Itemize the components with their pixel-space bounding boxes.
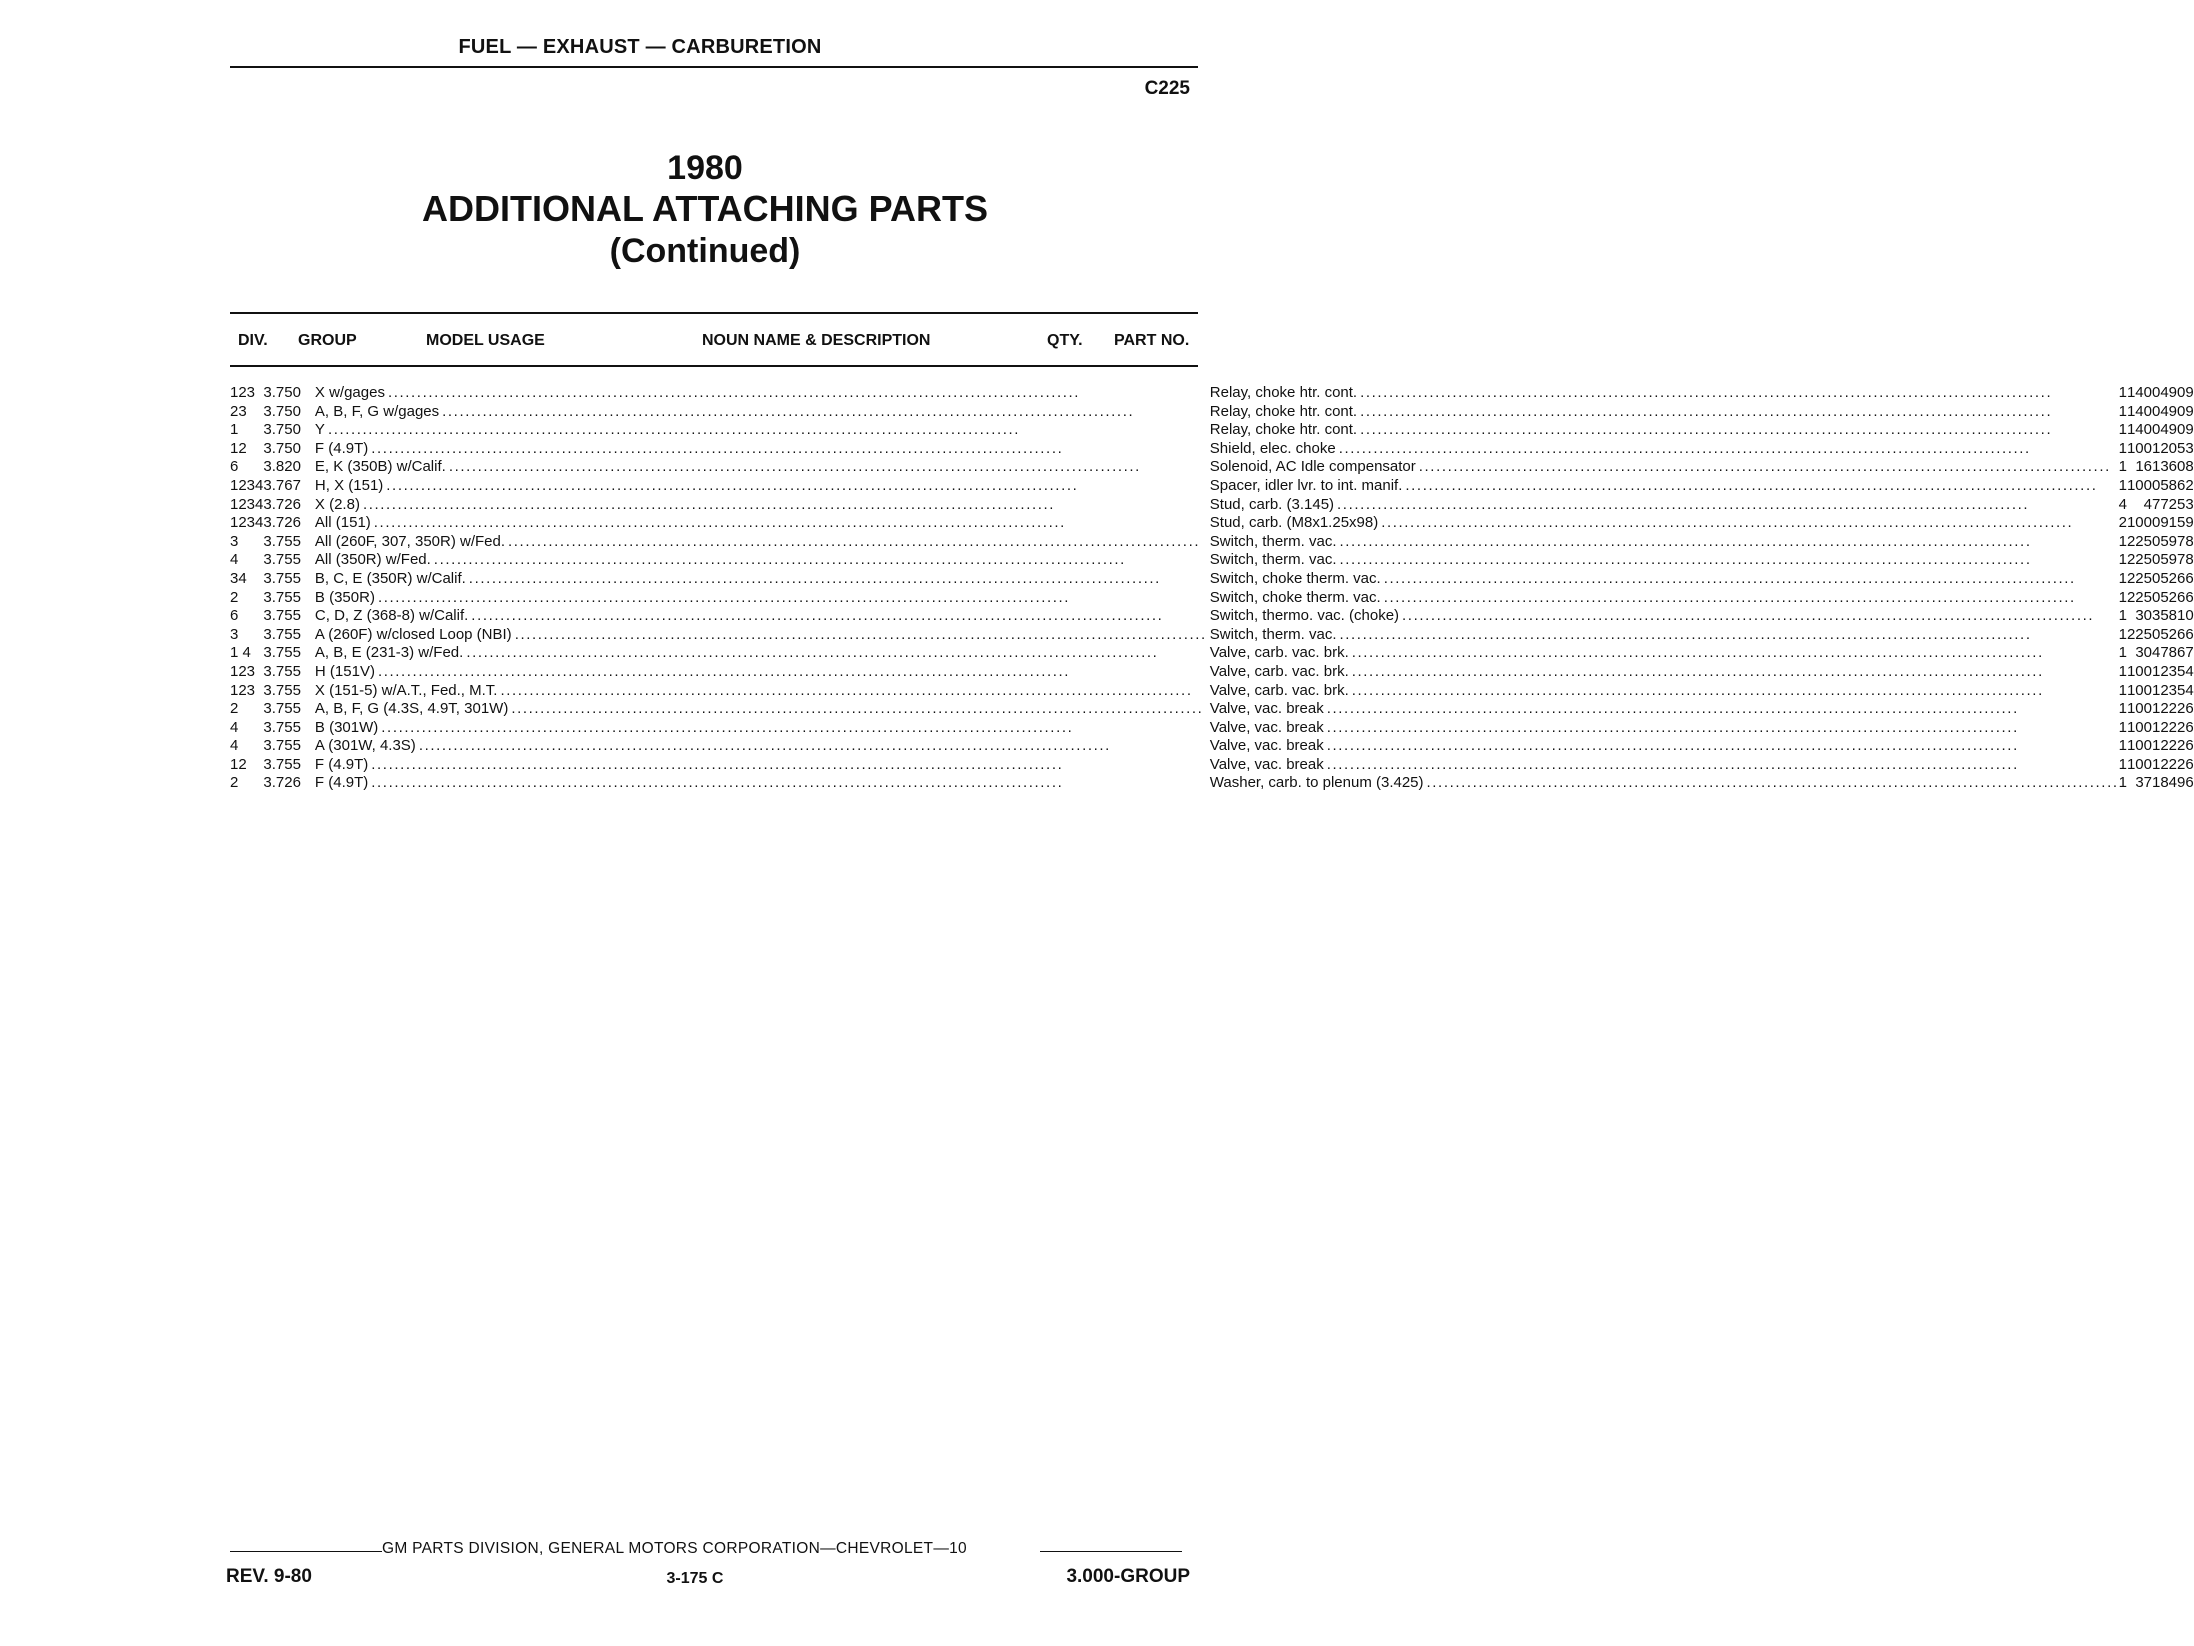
dot-leader (368, 774, 1207, 793)
noun-name-text: Switch, thermo. vac. (choke) (1209, 607, 1400, 625)
table-top-rule (230, 312, 1198, 314)
cell-model-usage (301, 774, 1207, 793)
dot-leader (368, 756, 1207, 775)
model-usage-text: X (2.8) (314, 495, 360, 513)
dot-leader (1324, 737, 2119, 756)
cell-qty: 1 (2118, 569, 2127, 587)
cell-model-usage (301, 570, 1207, 589)
model-usage-text: B, C, E (350R) w/Calif. (314, 569, 466, 587)
dot-leader (1337, 551, 2119, 570)
dot-leader (1357, 421, 2119, 440)
noun-name-text: Valve, vac. break (1209, 737, 1324, 755)
dot-leader (360, 496, 1207, 515)
cell-div: 123 (230, 662, 256, 680)
cell-model-usage (301, 626, 1207, 645)
table-row (230, 589, 2194, 608)
cell-part-no: 10005862 (2126, 476, 2194, 494)
cell-model-usage (301, 589, 1207, 608)
cell-part-no: 10012226 (2126, 718, 2194, 736)
noun-name-text: Valve, carb. vac. brk. (1209, 644, 1349, 662)
dot-leader (508, 700, 1206, 719)
cell-div: 2 (230, 700, 239, 718)
cell-group: 3.755 (263, 700, 301, 718)
noun-name-text: Switch, choke therm. vac. (1209, 588, 1381, 606)
cell-group: 3.755 (263, 737, 301, 755)
cell-qty: 1 (2118, 476, 2127, 494)
table-row (230, 458, 2194, 477)
table-row (230, 403, 2194, 422)
title-continued: (Continued) (609, 232, 801, 270)
cell-qty: 2 (2118, 514, 2127, 532)
table-row (230, 440, 2194, 459)
table-row (230, 607, 2194, 626)
cell-div: 3 (230, 532, 239, 550)
cell-noun-name (1207, 440, 2119, 459)
cell-noun-name (1207, 700, 2119, 719)
cell-qty: 1 (2118, 662, 2127, 680)
dot-leader (431, 551, 1207, 570)
cell-div: 4 (230, 737, 239, 755)
model-usage-text: H (151V) (314, 662, 375, 680)
cell-model-usage (301, 384, 1207, 403)
cell-group: 3.755 (263, 532, 301, 550)
noun-name-text: Switch, therm. vac. (1209, 551, 1337, 569)
cell-group: 3.726 (263, 514, 301, 532)
title-main: ADDITIONAL ATTACHING PARTS (422, 188, 988, 229)
cell-div: 2 (230, 774, 239, 792)
cell-model-usage (301, 421, 1207, 440)
dot-leader (1349, 682, 2119, 701)
cell-group: 3.726 (263, 495, 301, 513)
cell-group: 3.755 (263, 718, 301, 736)
cell-qty: 1 (2118, 644, 2127, 662)
cell-part-no: 22505266 (2126, 588, 2194, 606)
cell-model-usage (301, 644, 1207, 663)
dot-leader (1416, 458, 2119, 477)
table-row (230, 682, 2194, 701)
model-usage-text: All (350R) w/Fed. (314, 551, 431, 569)
cell-noun-name (1207, 774, 2119, 793)
col-noun-name-header: NOUN NAME & DESCRIPTION (702, 332, 931, 349)
noun-name-text: Washer, carb. to plenum (3.425) (1209, 774, 1424, 792)
cell-model-usage (301, 514, 1207, 533)
dot-leader (375, 663, 1207, 682)
cell-noun-name (1207, 458, 2119, 477)
header-rule (230, 66, 1198, 68)
cell-model-usage (301, 533, 1207, 552)
cell-noun-name (1207, 533, 2119, 552)
cell-model-usage (301, 682, 1207, 701)
table-row (230, 756, 2194, 775)
cell-div: 4 (230, 551, 239, 569)
cell-group: 3.755 (263, 607, 301, 625)
cell-model-usage (301, 737, 1207, 756)
cell-part-no: 10012354 (2126, 662, 2194, 680)
cell-div: 34 (230, 569, 247, 587)
cell-noun-name (1207, 756, 2119, 775)
footer-rule-right (1040, 1551, 1182, 1552)
noun-name-text: Valve, vac. break (1209, 700, 1324, 718)
cell-qty: 1 (2118, 551, 2127, 569)
cell-group: 3.726 (263, 774, 301, 792)
model-usage-text: H, X (151) (314, 476, 384, 494)
group-label: 3.000-GROUP (1066, 1566, 1190, 1587)
dot-leader (375, 589, 1207, 608)
revision-label: REV. 9-80 (226, 1566, 312, 1587)
cell-qty: 1 (2118, 681, 2127, 699)
cell-div: 6 (230, 458, 239, 476)
cell-part-no: 10012226 (2126, 700, 2194, 718)
cell-noun-name (1207, 607, 2119, 626)
cell-qty: 1 (2118, 607, 2127, 625)
noun-name-text: Switch, therm. vac. (1209, 625, 1337, 643)
cell-div: 12 (230, 439, 247, 457)
model-usage-text: X w/gages (314, 384, 385, 401)
cell-part-no: 10012226 (2126, 755, 2194, 773)
noun-name-text: Valve, carb. vac. brk. (1209, 681, 1349, 699)
model-usage-text: A, B, F, G w/gages (314, 402, 440, 420)
cell-model-usage (301, 403, 1207, 422)
page-title (0, 148, 1410, 272)
dot-leader (1334, 496, 2119, 515)
cell-part-no: 1613608 (2135, 458, 2194, 476)
table-row (230, 570, 2194, 589)
table-row (230, 644, 2194, 663)
model-usage-text: B (301W) (314, 718, 379, 736)
cell-div: 1 (230, 421, 239, 439)
noun-name-text: Relay, choke htr. cont. (1209, 402, 1358, 420)
model-usage-text: C, D, Z (368-8) w/Calif. (314, 607, 469, 625)
cell-model-usage (301, 700, 1207, 719)
dot-leader (1324, 756, 2119, 775)
model-usage-text: E, K (350B) w/Calif. (314, 458, 446, 476)
dot-leader (446, 458, 1207, 477)
dot-leader (1381, 589, 2119, 608)
footer-publisher: GM PARTS DIVISION, GENERAL MOTORS CORPORATION—CHEVROLET—10 (382, 1540, 967, 1557)
cell-qty: 1 (2118, 737, 2127, 755)
noun-name-text: Spacer, idler lvr. to int. manif. (1209, 476, 1403, 494)
cell-part-no: 477253 (2143, 495, 2194, 513)
cell-noun-name (1207, 682, 2119, 701)
cell-part-no: 14004909 (2126, 402, 2194, 420)
col-group-header: GROUP (298, 332, 357, 349)
cell-part-no: 10009159 (2126, 514, 2194, 532)
cell-qty: 1 (2118, 421, 2127, 439)
col-qty-header: QTY. (1047, 332, 1083, 349)
table-row (230, 551, 2194, 570)
page-number: 3-175 C (666, 1570, 724, 1587)
cell-part-no: 10012053 (2126, 439, 2194, 457)
cell-div: 1234 (230, 495, 264, 513)
cell-part-no: 22505978 (2126, 532, 2194, 550)
cell-qty: 1 (2118, 402, 2127, 420)
table-row (230, 663, 2194, 682)
model-usage-text: A (301W, 4.3S) (314, 737, 416, 755)
cell-group: 3.820 (263, 458, 301, 476)
cell-qty: 1 (2118, 532, 2127, 550)
cell-group: 3.755 (263, 755, 301, 773)
noun-name-text: Stud, carb. (3.145) (1209, 495, 1335, 513)
dot-leader (383, 477, 1207, 496)
noun-name-text: Valve, vac. break (1209, 718, 1324, 736)
cell-div: 23 (230, 402, 247, 420)
cell-model-usage (301, 719, 1207, 738)
table-row (230, 737, 2194, 756)
model-usage-text: F (4.9T) (314, 755, 369, 773)
cell-qty: 1 (2118, 458, 2127, 476)
noun-name-text: Solenoid, AC Idle compensator (1209, 458, 1416, 476)
cell-noun-name (1207, 663, 2119, 682)
model-usage-text: X (151-5) w/A.T., Fed., M.T. (314, 681, 498, 699)
cell-noun-name (1207, 403, 2119, 422)
cell-noun-name (1207, 514, 2119, 533)
cell-model-usage (301, 440, 1207, 459)
cell-qty: 4 (2118, 495, 2127, 513)
parts-table (230, 384, 2194, 793)
dot-leader (378, 719, 1207, 738)
dot-leader (368, 440, 1207, 459)
page-code: C225 (1144, 78, 1190, 99)
table-header-rule (230, 365, 1198, 367)
cell-group: 3.755 (263, 662, 301, 680)
cell-noun-name (1207, 496, 2119, 515)
cell-noun-name (1207, 421, 2119, 440)
dot-leader (468, 607, 1207, 626)
cell-part-no: 3035810 (2135, 607, 2194, 625)
cell-part-no: 3718496 (2135, 774, 2194, 792)
cell-div: 123 (230, 681, 256, 699)
cell-model-usage (301, 551, 1207, 570)
cell-div: 123 (230, 384, 256, 401)
table-row (230, 477, 2194, 496)
cell-noun-name (1207, 589, 2119, 608)
cell-model-usage (301, 607, 1207, 626)
cell-group: 3.750 (263, 439, 301, 457)
col-model-usage-header: MODEL USAGE (426, 332, 545, 349)
dot-leader (385, 384, 1207, 403)
dot-leader (1337, 533, 2119, 552)
model-usage-text: A, B, E (231-3) w/Fed. (314, 644, 464, 662)
cell-qty: 1 (2118, 755, 2127, 773)
dot-leader (505, 533, 1207, 552)
cell-noun-name (1207, 384, 2119, 403)
model-usage-text: Y (314, 421, 325, 439)
dot-leader (1349, 644, 2119, 663)
table-row (230, 700, 2194, 719)
cell-qty: 1 (2118, 700, 2127, 718)
cell-div: 1234 (230, 476, 264, 494)
cell-group: 3.755 (263, 551, 301, 569)
cell-part-no: 10012354 (2126, 681, 2194, 699)
noun-name-text: Switch, therm. vac. (1209, 532, 1337, 550)
cell-part-no: 22505266 (2126, 625, 2194, 643)
cell-group: 3.767 (263, 476, 301, 494)
cell-group: 3.755 (263, 644, 301, 662)
noun-name-text: Relay, choke htr. cont. (1209, 384, 1358, 401)
dot-leader (512, 626, 1207, 645)
cell-qty: 1 (2118, 439, 2127, 457)
cell-noun-name (1207, 737, 2119, 756)
cell-part-no: 14004909 (2126, 384, 2194, 401)
dot-leader (1336, 440, 2119, 459)
cell-part-no: 22505978 (2126, 551, 2194, 569)
dot-leader (1378, 514, 2118, 533)
model-usage-text: All (151) (314, 514, 371, 532)
cell-qty: 1 (2118, 625, 2127, 643)
dot-leader (1402, 477, 2118, 496)
cell-noun-name (1207, 570, 2119, 589)
cell-group: 3.750 (263, 384, 301, 401)
model-usage-text: B (350R) (314, 588, 375, 606)
cell-part-no: 3047867 (2135, 644, 2194, 662)
model-usage-text: A, B, F, G (4.3S, 4.9T, 301W) (314, 700, 509, 718)
dot-leader (1337, 626, 2119, 645)
col-div-header: DIV. (238, 332, 268, 349)
cell-qty: 1 (2118, 718, 2127, 736)
dot-leader (1349, 663, 2119, 682)
dot-leader (371, 514, 1207, 533)
cell-div: 6 (230, 607, 239, 625)
footer-rule-left (230, 1551, 382, 1552)
cell-noun-name (1207, 551, 2119, 570)
cell-div: 3 (230, 625, 239, 643)
noun-name-text: Shield, elec. choke (1209, 439, 1336, 457)
cell-div: 12 (230, 755, 247, 773)
dot-leader (1324, 719, 2119, 738)
noun-name-text: Switch, choke therm. vac. (1209, 569, 1381, 587)
table-row (230, 496, 2194, 515)
cell-part-no: 10012226 (2126, 737, 2194, 755)
dot-leader (1424, 774, 2119, 793)
cell-noun-name (1207, 644, 2119, 663)
cell-model-usage (301, 458, 1207, 477)
model-usage-text: F (4.9T) (314, 774, 369, 792)
cell-model-usage (301, 663, 1207, 682)
cell-noun-name (1207, 626, 2119, 645)
noun-name-text: Relay, choke htr. cont. (1209, 421, 1358, 439)
dot-leader (497, 682, 1206, 701)
table-row (230, 384, 2194, 403)
cell-noun-name (1207, 477, 2119, 496)
table-row (230, 719, 2194, 738)
dot-leader (325, 421, 1207, 440)
cell-group: 3.755 (263, 681, 301, 699)
col-part-no-header: PART NO. (1114, 332, 1190, 349)
cell-div: 4 (230, 718, 239, 736)
cell-qty: 1 (2118, 774, 2127, 792)
noun-name-text: Valve, vac. break (1209, 755, 1324, 773)
cell-div: 1 4 (230, 644, 251, 662)
cell-model-usage (301, 496, 1207, 515)
cell-group: 3.755 (263, 588, 301, 606)
cell-group: 3.750 (263, 402, 301, 420)
cell-part-no: 14004909 (2126, 421, 2194, 439)
dot-leader (1381, 570, 2119, 589)
dot-leader (463, 644, 1206, 663)
model-usage-text: All (260F, 307, 350R) w/Fed. (314, 532, 506, 550)
cell-model-usage (301, 756, 1207, 775)
cell-part-no: 22505266 (2126, 569, 2194, 587)
cell-qty: 1 (2118, 588, 2127, 606)
title-year: 1980 (667, 149, 743, 187)
dot-leader (416, 737, 1207, 756)
cell-div: 2 (230, 588, 239, 606)
cell-model-usage (301, 477, 1207, 496)
cell-group: 3.755 (263, 569, 301, 587)
table-row (230, 626, 2194, 645)
dot-leader (1357, 403, 2119, 422)
model-usage-text: F (4.9T) (314, 439, 369, 457)
noun-name-text: Stud, carb. (M8x1.25x98) (1209, 514, 1379, 532)
table-row (230, 533, 2194, 552)
cell-group: 3.755 (263, 625, 301, 643)
dot-leader (1324, 700, 2119, 719)
dot-leader (466, 570, 1207, 589)
table-row (230, 514, 2194, 533)
cell-noun-name (1207, 719, 2119, 738)
cell-div: 1234 (230, 514, 264, 532)
noun-name-text: Valve, carb. vac. brk. (1209, 662, 1349, 680)
table-row (230, 774, 2194, 793)
cell-qty: 1 (2118, 384, 2127, 401)
cell-group: 3.750 (263, 421, 301, 439)
dot-leader (1357, 384, 2119, 403)
dot-leader (439, 403, 1207, 422)
dot-leader (1399, 607, 2119, 626)
section-title: FUEL — EXHAUST — CARBURETION (458, 36, 822, 58)
table-row (230, 421, 2194, 440)
model-usage-text: A (260F) w/closed Loop (NBI) (314, 625, 512, 643)
